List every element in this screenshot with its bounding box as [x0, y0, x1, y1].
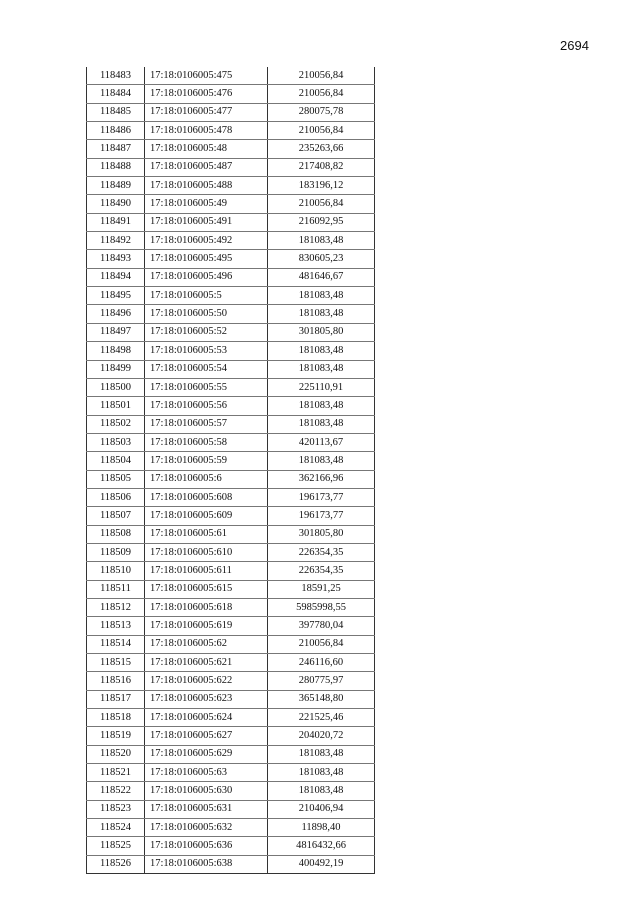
cadastral-number-cell: 17:18:0106005:608 — [145, 488, 268, 506]
cadastral-number-cell: 17:18:0106005:630 — [145, 782, 268, 800]
cadastral-number-cell: 17:18:0106005:632 — [145, 819, 268, 837]
table-row — [87, 397, 375, 415]
cadastral-value-cell: 181083,48 — [268, 287, 375, 305]
row-number-cell: 118516 — [87, 672, 145, 690]
row-number-cell: 118520 — [87, 745, 145, 763]
cadastral-number-cell: 17:18:0106005:5 — [145, 287, 268, 305]
table-row — [87, 452, 375, 470]
page-number: 2694 — [560, 38, 589, 53]
cadastral-value-cell: 221525,46 — [268, 709, 375, 727]
cadastral-value-cell: 181083,48 — [268, 415, 375, 433]
row-number-cell: 118511 — [87, 580, 145, 598]
cadastral-number-cell: 17:18:0106005:492 — [145, 232, 268, 250]
cadastral-value-cell: 301805,80 — [268, 323, 375, 341]
cadastral-value-cell: 301805,80 — [268, 525, 375, 543]
table-row — [87, 800, 375, 818]
cadastral-value-cell: 210056,84 — [268, 85, 375, 103]
row-number-cell: 118491 — [87, 213, 145, 231]
row-number-cell: 118507 — [87, 507, 145, 525]
cadastral-value-cell: 246116,60 — [268, 654, 375, 672]
cadastral-number-cell: 17:18:0106005:621 — [145, 654, 268, 672]
row-number-cell: 118510 — [87, 562, 145, 580]
table-row — [87, 158, 375, 176]
row-number-cell: 118518 — [87, 709, 145, 727]
cadastral-number-cell: 17:18:0106005:491 — [145, 213, 268, 231]
table-row — [87, 764, 375, 782]
cadastral-value-cell: 217408,82 — [268, 158, 375, 176]
row-number-cell: 118519 — [87, 727, 145, 745]
cadastral-value-cell: 18591,25 — [268, 580, 375, 598]
cadastral-value-cell: 225110,91 — [268, 378, 375, 396]
table-row — [87, 360, 375, 378]
row-number-cell: 118509 — [87, 543, 145, 561]
table-row — [87, 709, 375, 727]
cadastral-value-cell: 181083,48 — [268, 452, 375, 470]
table-row — [87, 488, 375, 506]
row-number-cell: 118499 — [87, 360, 145, 378]
table-row — [87, 745, 375, 763]
table-row — [87, 415, 375, 433]
cadastral-value-cell: 181083,48 — [268, 342, 375, 360]
table-row — [87, 85, 375, 103]
table-row — [87, 213, 375, 231]
cadastral-value-cell: 226354,35 — [268, 562, 375, 580]
cadastral-number-cell: 17:18:0106005:57 — [145, 415, 268, 433]
cadastral-number-cell: 17:18:0106005:495 — [145, 250, 268, 268]
cadastral-number-cell: 17:18:0106005:52 — [145, 323, 268, 341]
cadastral-number-cell: 17:18:0106005:611 — [145, 562, 268, 580]
row-number-cell: 118512 — [87, 598, 145, 616]
table-row — [87, 67, 375, 85]
row-number-cell: 118504 — [87, 452, 145, 470]
cadastral-value-cell: 196173,77 — [268, 488, 375, 506]
table-row — [87, 543, 375, 561]
row-number-cell: 118500 — [87, 378, 145, 396]
cadastral-number-cell: 17:18:0106005:476 — [145, 85, 268, 103]
row-number-cell: 118484 — [87, 85, 145, 103]
cadastral-number-cell: 17:18:0106005:477 — [145, 103, 268, 121]
row-number-cell: 118483 — [87, 67, 145, 85]
table-row — [87, 433, 375, 451]
table-row — [87, 598, 375, 616]
cadastral-number-cell: 17:18:0106005:615 — [145, 580, 268, 598]
row-number-cell: 118524 — [87, 819, 145, 837]
row-number-cell: 118526 — [87, 855, 145, 873]
cadastral-number-cell: 17:18:0106005:619 — [145, 617, 268, 635]
row-number-cell: 118501 — [87, 397, 145, 415]
row-number-cell: 118505 — [87, 470, 145, 488]
cadastral-number-cell: 17:18:0106005:618 — [145, 598, 268, 616]
cadastral-value-cell: 397780,04 — [268, 617, 375, 635]
cadastral-number-cell: 17:18:0106005:624 — [145, 709, 268, 727]
cadastral-value-cell: 181083,48 — [268, 745, 375, 763]
table-row — [87, 195, 375, 213]
cadastral-value-cell: 5985998,55 — [268, 598, 375, 616]
cadastral-value-cell: 420113,67 — [268, 433, 375, 451]
cadastral-number-cell: 17:18:0106005:488 — [145, 177, 268, 195]
table-body — [87, 67, 375, 874]
row-number-cell: 118503 — [87, 433, 145, 451]
cadastral-value-cell: 181083,48 — [268, 782, 375, 800]
table-row — [87, 122, 375, 140]
table-row — [87, 103, 375, 121]
row-number-cell: 118486 — [87, 122, 145, 140]
row-number-cell: 118525 — [87, 837, 145, 855]
table-row — [87, 819, 375, 837]
row-number-cell: 118517 — [87, 690, 145, 708]
cadastral-value-cell: 210056,84 — [268, 67, 375, 85]
cadastral-number-cell: 17:18:0106005:475 — [145, 67, 268, 85]
cadastral-value-cell: 280775,97 — [268, 672, 375, 690]
cadastral-value-cell: 210056,84 — [268, 635, 375, 653]
cadastral-value-cell: 210056,84 — [268, 122, 375, 140]
cadastral-number-cell: 17:18:0106005:636 — [145, 837, 268, 855]
table-row — [87, 654, 375, 672]
cadastral-number-cell: 17:18:0106005:487 — [145, 158, 268, 176]
cadastral-value-cell: 181083,48 — [268, 305, 375, 323]
row-number-cell: 118523 — [87, 800, 145, 818]
cadastral-number-cell: 17:18:0106005:59 — [145, 452, 268, 470]
table-row — [87, 562, 375, 580]
table-row — [87, 635, 375, 653]
table-row — [87, 672, 375, 690]
table-row — [87, 507, 375, 525]
cadastral-number-cell: 17:18:0106005:58 — [145, 433, 268, 451]
cadastral-number-cell: 17:18:0106005:48 — [145, 140, 268, 158]
cadastral-number-cell: 17:18:0106005:496 — [145, 268, 268, 286]
cadastral-value-cell: 181083,48 — [268, 232, 375, 250]
cadastral-number-cell: 17:18:0106005:623 — [145, 690, 268, 708]
cadastral-number-cell: 17:18:0106005:622 — [145, 672, 268, 690]
cadastral-number-cell: 17:18:0106005:610 — [145, 543, 268, 561]
table-row — [87, 268, 375, 286]
cadastral-value-cell: 181083,48 — [268, 360, 375, 378]
table-row — [87, 470, 375, 488]
cadastral-value-cell: 11898,40 — [268, 819, 375, 837]
cadastral-number-cell: 17:18:0106005:631 — [145, 800, 268, 818]
row-number-cell: 118506 — [87, 488, 145, 506]
cadastral-number-cell: 17:18:0106005:638 — [145, 855, 268, 873]
cadastral-value-cell: 362166,96 — [268, 470, 375, 488]
table-row — [87, 305, 375, 323]
cadastral-value-cell: 280075,78 — [268, 103, 375, 121]
row-number-cell: 118487 — [87, 140, 145, 158]
cadastral-number-cell: 17:18:0106005:55 — [145, 378, 268, 396]
table-row — [87, 323, 375, 341]
row-number-cell: 118493 — [87, 250, 145, 268]
row-number-cell: 118522 — [87, 782, 145, 800]
cadastral-number-cell: 17:18:0106005:6 — [145, 470, 268, 488]
table-row — [87, 140, 375, 158]
cadastral-number-cell: 17:18:0106005:627 — [145, 727, 268, 745]
cadastral-value-cell: 181083,48 — [268, 764, 375, 782]
row-number-cell: 118515 — [87, 654, 145, 672]
cadastral-number-cell: 17:18:0106005:63 — [145, 764, 268, 782]
cadastral-value-cell: 365148,80 — [268, 690, 375, 708]
cadastral-value-cell: 235263,66 — [268, 140, 375, 158]
table-row — [87, 782, 375, 800]
table-row — [87, 525, 375, 543]
cadastral-value-cell: 204020,72 — [268, 727, 375, 745]
table-row — [87, 177, 375, 195]
cadastral-value-cell: 216092,95 — [268, 213, 375, 231]
row-number-cell: 118513 — [87, 617, 145, 635]
cadastral-value-cell: 210406,94 — [268, 800, 375, 818]
table-row — [87, 378, 375, 396]
row-number-cell: 118488 — [87, 158, 145, 176]
cadastral-number-cell: 17:18:0106005:56 — [145, 397, 268, 415]
row-number-cell: 118514 — [87, 635, 145, 653]
cadastral-value-cell: 4816432,66 — [268, 837, 375, 855]
table-row — [87, 617, 375, 635]
row-number-cell: 118521 — [87, 764, 145, 782]
cadastral-value-cell: 400492,19 — [268, 855, 375, 873]
cadastral-number-cell: 17:18:0106005:50 — [145, 305, 268, 323]
table-row — [87, 727, 375, 745]
table-row — [87, 342, 375, 360]
cadastral-number-cell: 17:18:0106005:54 — [145, 360, 268, 378]
cadastral-number-cell: 17:18:0106005:629 — [145, 745, 268, 763]
cadastral-number-cell: 17:18:0106005:609 — [145, 507, 268, 525]
cadastral-number-cell: 17:18:0106005:49 — [145, 195, 268, 213]
cadastral-value-cell: 196173,77 — [268, 507, 375, 525]
cadastral-number-cell: 17:18:0106005:53 — [145, 342, 268, 360]
cadastral-number-cell: 17:18:0106005:61 — [145, 525, 268, 543]
table-row — [87, 855, 375, 873]
row-number-cell: 118497 — [87, 323, 145, 341]
row-number-cell: 118485 — [87, 103, 145, 121]
row-number-cell: 118508 — [87, 525, 145, 543]
row-number-cell: 118489 — [87, 177, 145, 195]
row-number-cell: 118494 — [87, 268, 145, 286]
cadastral-value-cell: 830605,23 — [268, 250, 375, 268]
row-number-cell: 118492 — [87, 232, 145, 250]
cadastral-value-cell: 181083,48 — [268, 397, 375, 415]
row-number-cell: 118495 — [87, 287, 145, 305]
cadastral-value-cell: 183196,12 — [268, 177, 375, 195]
cadastral-value-table — [86, 67, 375, 874]
cadastral-value-cell: 226354,35 — [268, 543, 375, 561]
row-number-cell: 118498 — [87, 342, 145, 360]
cadastral-number-cell: 17:18:0106005:62 — [145, 635, 268, 653]
table-row — [87, 837, 375, 855]
table-row — [87, 232, 375, 250]
table-row — [87, 690, 375, 708]
row-number-cell: 118496 — [87, 305, 145, 323]
cadastral-value-cell: 481646,67 — [268, 268, 375, 286]
table-row — [87, 287, 375, 305]
row-number-cell: 118502 — [87, 415, 145, 433]
table-row — [87, 250, 375, 268]
row-number-cell: 118490 — [87, 195, 145, 213]
cadastral-value-cell: 210056,84 — [268, 195, 375, 213]
cadastral-number-cell: 17:18:0106005:478 — [145, 122, 268, 140]
table-row — [87, 580, 375, 598]
